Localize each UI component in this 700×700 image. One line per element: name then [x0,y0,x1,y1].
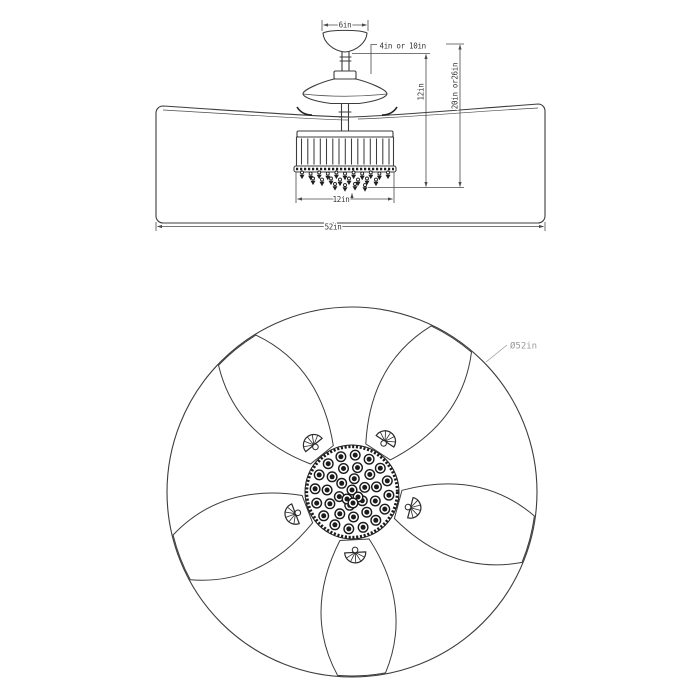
blade-iron-right [382,107,397,115]
downrod-coupler [334,71,356,79]
dim-total-height-label: 20in or26in [450,62,460,110]
motor-housing [303,79,387,104]
dim-light-kit-width-label: 12in [332,195,350,204]
dim-downrod-label: 4in or 10in [379,41,426,51]
shade-top-rim [297,131,393,137]
bottom-view [167,307,537,677]
canopy [323,30,367,52]
diameter-leader-line [486,345,507,362]
dim-canopy-width-label: 6in [338,20,352,30]
dim-body-height-label: 12in [416,83,426,101]
dim-blade-span-label: 52in [324,222,342,232]
blade-iron-left [297,107,312,115]
diameter-label: Ø52in [510,341,538,352]
side-view [156,20,545,232]
